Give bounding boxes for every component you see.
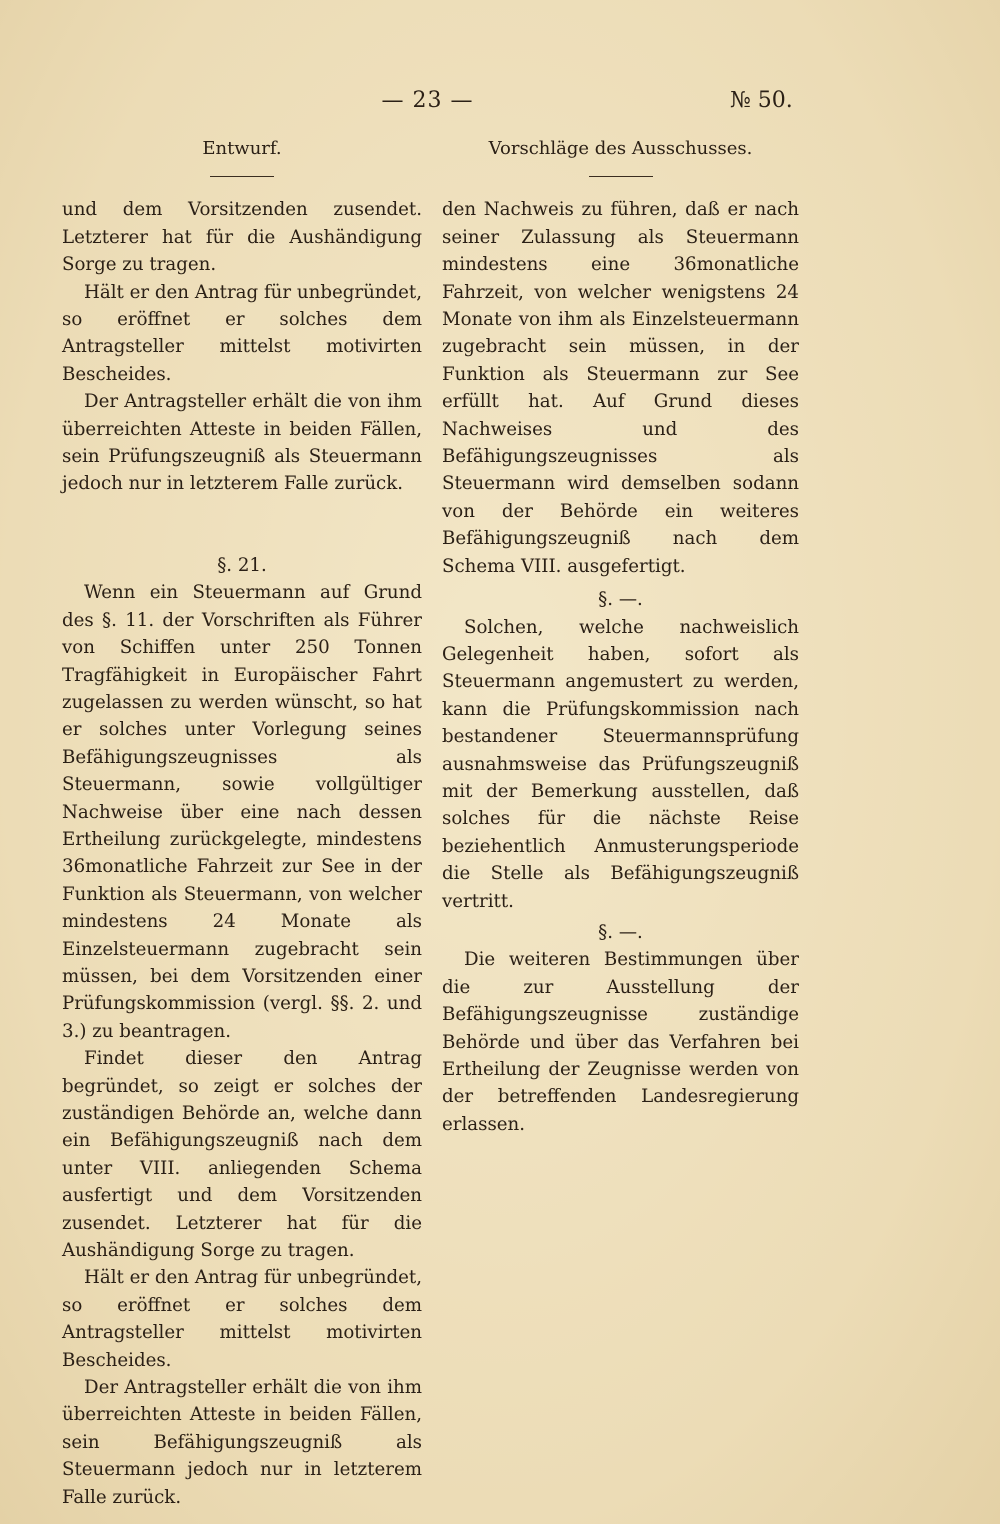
paragraph: Hält er den Antrag für unbegründet, so eröffnet er solches dem Antragsteller mittelst motivirten Bescheides.	[62, 1267, 422, 1371]
paragraph: Hält er den Antrag für unbegründet, so eröffnet er solches dem Antragsteller mittelst motivirten Bescheides.	[62, 281, 422, 385]
paragraph: Der Antragsteller erhält die von ihm überreichten Atteste in beiden Fällen, sein Prüfungszeugniß als Steuermann jedoch nur in letzterem Falle zurück.	[62, 391, 422, 495]
section-heading: §. 21.	[217, 554, 267, 576]
title-divider	[589, 176, 653, 177]
right-column-title: Vorschläge des Ausschusses.	[488, 138, 753, 159]
section-heading: §. —.	[598, 921, 643, 943]
paragraph: Der Antragsteller erhält die von ihm überreichten Atteste in beiden Fällen, sein Befähigungszeugniß als Steuermann jedoch nur in letzterem Falle zurück.	[62, 1377, 422, 1508]
document-number: № 50.	[730, 88, 793, 113]
paragraph: Wenn ein Steuermann auf Grund des §. 11. der Vorschriften als Führer von Schiffen unter 250 Tonnen Tragfähigkeit in Europäischer Fahrt zugelassen zu werden wünscht, so hat er solches unter Vorlegung seines Befähigungszeugnisses als Steuermann, sowie vollgültiger Nachweise über eine nach dessen Ertheilung zurückgelegte, mindestens 36monatliche Fahrzeit zur See in der Funktion als Steuermann, von welcher mindestens 24 Monate als Einzelsteuermann zugebracht sein müssen, bei dem Vorsitzenden einer Prüfungskommission (vergl. §§. 2. und 3.) zu beantragen.	[62, 582, 422, 1042]
page-number: — 23 —	[381, 88, 474, 113]
paragraph: Solchen, welche nachweislich Gelegenheit haben, sofort als Steuermann angemustert zu werden, kann die Prüfungskommission nach bestandener Steuermannsprüfung ausnahmsweise das Prüfungszeugniß mit der Bemerkung ausstellen, daß solches für die nächste Reise beziehentlich Anmusterungsperiode die Stelle als Befähigungszeugniß vertritt.	[442, 616, 799, 912]
paragraph: Findet dieser den Antrag begründet, so zeigt er solches der zuständigen Behörde an, welche dann ein Befähigungszeugniß nach dem unter VIII. anliegenden Schema ausfertigt und dem Vorsitzenden zusendet. Letzterer hat für die Aushändigung Sorge zu tragen.	[62, 1048, 422, 1262]
left-column-title: Entwurf.	[202, 138, 282, 159]
right-column	[442, 135, 799, 1138]
left-column	[62, 135, 422, 1511]
title-divider	[210, 176, 274, 177]
paragraph: Die weiteren Bestimmungen über die zur Ausstellung der Befähigungszeugnisse zuständige Behörde und über das Verfahren bei Ertheilung der Zeugnisse werden von der betreffenden Landesregierung erlassen.	[442, 949, 799, 1135]
paragraph: und dem Vorsitzenden zusendet. Letzterer hat für die Aushändigung Sorge zu tragen.	[62, 199, 422, 276]
section-heading: §. —.	[598, 589, 643, 611]
paragraph: den Nachweis zu führen, daß er nach seiner Zulassung als Steuermann mindestens eine 36monatliche Fahrzeit, von welcher wenigstens 24 Monate von ihm als Einzelsteuermann zugebracht sein müssen, in der Funktion als Steuermann zur See erfüllt hat. Auf Grund dieses Nachweises und des Befähigungszeugnisses als Steuermann wird demselben sodann von der Behörde ein weiteres Befähigungszeugniß nach dem Schema VIII. ausgefertigt.	[442, 199, 799, 577]
